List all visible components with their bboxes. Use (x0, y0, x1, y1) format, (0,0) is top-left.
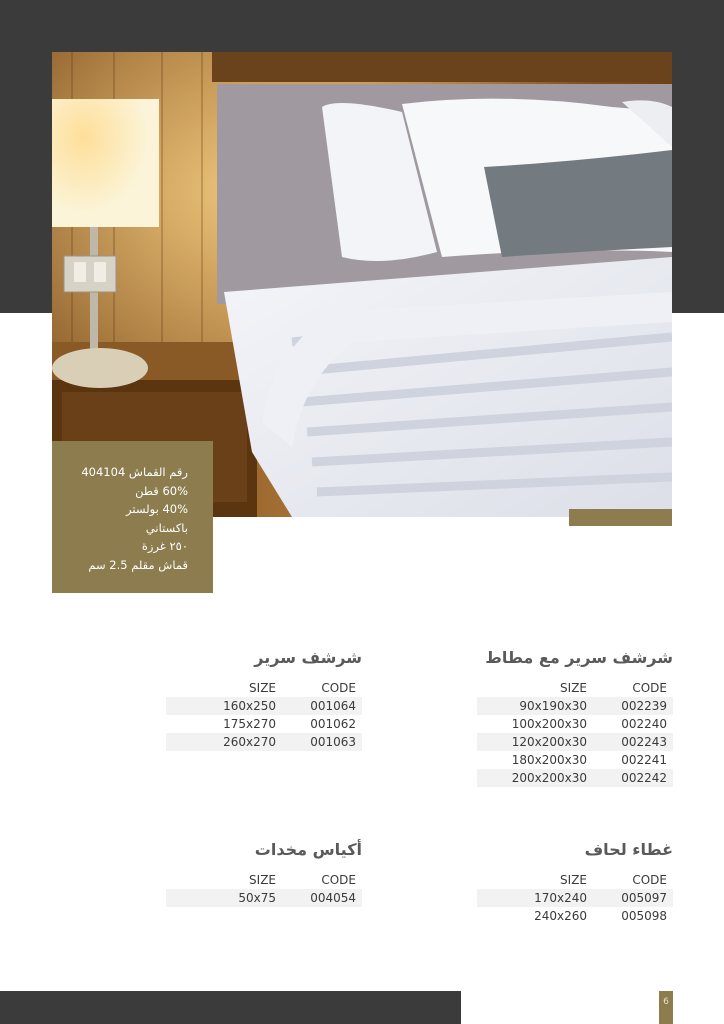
code-cell: 002241 (621, 753, 667, 767)
code-cell: 001064 (310, 699, 356, 713)
table-header (166, 679, 362, 697)
section-title: شرشف سرير (254, 648, 362, 667)
code-cell: 001062 (310, 717, 356, 731)
code-cell: 005098 (621, 909, 667, 923)
code-cell: 002242 (621, 771, 667, 785)
table-row (477, 733, 673, 751)
size-cell: 50x75 (238, 891, 276, 905)
table-row (166, 697, 362, 715)
size-cell: 180x200x30 (511, 753, 587, 767)
code-header: CODE (321, 681, 356, 695)
size-header: SIZE (560, 681, 587, 695)
spec-stripe: قماش مقلم 2.5 سم (88, 557, 188, 572)
size-header: SIZE (249, 873, 276, 887)
code-header: CODE (632, 873, 667, 887)
table-header (477, 679, 673, 697)
size-cell: 200x200x30 (511, 771, 587, 785)
table-header (477, 871, 673, 889)
duvet-cover-section (477, 840, 673, 925)
fabric-spec-box (52, 441, 213, 593)
code-cell: 001063 (310, 735, 356, 749)
code-cell: 002243 (621, 735, 667, 749)
size-cell: 175x270 (223, 717, 276, 731)
section-title: أكياس مخدات (254, 840, 362, 859)
section-title: غطاء لحاف (584, 840, 673, 859)
size-cell: 170x240 (534, 891, 587, 905)
size-cell: 100x200x30 (511, 717, 587, 731)
flat-sheet-section (166, 648, 362, 751)
size-header: SIZE (249, 681, 276, 695)
size-cell: 120x200x30 (511, 735, 587, 749)
spec-fabric-number: رقم القماش 404104 (81, 465, 188, 479)
fitted-sheet-section (477, 648, 673, 787)
page-number: 6 (659, 991, 673, 1024)
size-cell: 160x250 (223, 699, 276, 713)
spec-origin: باكستاني (145, 520, 188, 535)
table-row (477, 889, 673, 907)
table-row (166, 715, 362, 733)
table-header (166, 871, 362, 889)
table-row (477, 697, 673, 715)
size-cell: 260x270 (223, 735, 276, 749)
table-row (166, 889, 362, 907)
code-cell: 005097 (621, 891, 667, 905)
table-row (166, 733, 362, 751)
code-cell: 002240 (621, 717, 667, 731)
accent-strip (569, 509, 672, 526)
spec-cotton: 60% قطن (135, 483, 188, 498)
table-row (477, 907, 673, 925)
section-title: شرشف سرير مع مطاط (485, 648, 673, 667)
size-cell: 240x260 (534, 909, 587, 923)
table-row (477, 769, 673, 787)
table-row (477, 751, 673, 769)
footer-band (0, 991, 461, 1024)
pillowcases-section (166, 840, 362, 907)
code-cell: 002239 (621, 699, 667, 713)
spec-polyester: 40% بولستر (126, 502, 188, 517)
size-header: SIZE (560, 873, 587, 887)
spec-thread-count: ٢٥٠ غرزة (141, 539, 188, 554)
size-cell: 90x190x30 (519, 699, 587, 713)
code-header: CODE (632, 681, 667, 695)
code-cell: 004054 (310, 891, 356, 905)
table-row (477, 715, 673, 733)
code-header: CODE (321, 873, 356, 887)
